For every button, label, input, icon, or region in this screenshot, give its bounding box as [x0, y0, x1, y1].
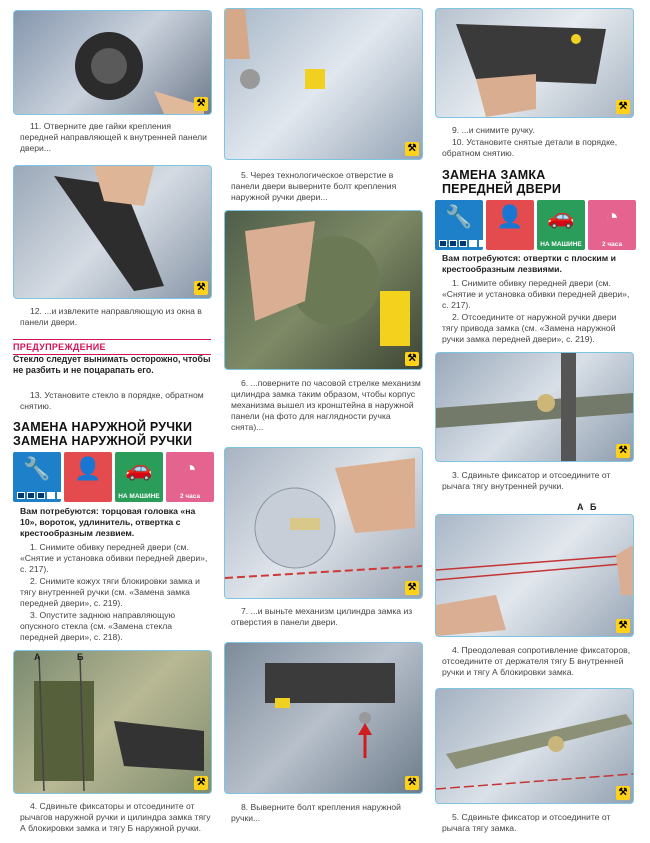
label-b: Б	[77, 652, 84, 662]
wrench-badge-icon: ⚒	[194, 97, 208, 111]
caption-step-3-right: 3. Сдвиньте фиксатор и отсоедините от рычага тягу внутренней ручки.	[442, 470, 611, 491]
photo-step-8	[224, 642, 423, 794]
caption-step-8: 8. Выверните болт крепления наружной ручки...	[231, 802, 401, 823]
step-2: 2. Снимите кожух тяги блокировки замка и тягу внутренней ручки (см. «Замена замка передней двери», с. 219).	[20, 576, 200, 608]
wrench-badge-icon: ⚒	[194, 281, 208, 295]
label-b: Б	[590, 502, 597, 512]
caption-step-5-right: 5. Сдвиньте фиксатор и отсоедините от рычага тягу замка.	[442, 812, 611, 833]
step-3: 3. Опустите заднюю направляющую опускного стекла (см. «Замена стекла передней двери», с. 218).	[20, 610, 176, 642]
time-icon: ◔ 2 часа	[166, 452, 214, 502]
section-heading-handle-line2: ЗАМЕНА НАРУЖНОЙ РУЧКИ	[13, 434, 193, 448]
wrench-badge-icon: ⚒	[405, 352, 419, 366]
photo-step-11	[13, 10, 212, 115]
step-1: 1. Снимите обивку передней двери (см. «Снятие и установка обивки передней двери», с. 217).	[20, 542, 208, 574]
caption-step-6: 6. ...поверните по часовой стрелке механизм цилиндра замка таким образом, чтобы корпус механизма вышел из кронштейна в наружной панели (на фото для наглядности ручка снята)...	[231, 378, 421, 432]
car-icon: 🚗	[547, 204, 575, 229]
tools-required: Вам потребуются: отвертки с плоским и крестообразным лезвиями.	[442, 253, 616, 274]
wrench-badge-icon: ⚒	[616, 100, 630, 114]
step-2: 2. Отсоедините от наружной ручки двери тягу привода замка (см. «Замена наружной ручки замка передней двери», с. 219).	[442, 312, 617, 344]
section-heading-lock-line1: ЗАМЕНА ЗАМКА	[442, 168, 546, 182]
caption-step-4-right: 4. Преодолевая сопротивление фиксаторов, отсоедините от держателя тягу Б внутренней ручки и тягу А блокировки замка.	[442, 645, 631, 677]
person-icon: 👤	[74, 456, 102, 481]
caption-step-13: 13. Установите стекло в порядке, обратном снятию.	[20, 390, 204, 411]
photo-step-6	[224, 210, 423, 370]
label-a: А	[34, 652, 41, 662]
caption-step-11: 11. Отверните две гайки крепления передней направляющей к внутренней панели двери...	[20, 121, 207, 153]
wrench-badge-icon: ⚒	[194, 776, 208, 790]
persons-icon	[486, 200, 534, 250]
caption-step-4-left: 4. Сдвиньте фиксаторы и отсоедините от рычагов наружной ручки и цилиндра замка тягу А блокировки замка и тягу Б наружной ручки.	[20, 801, 211, 833]
wrench-badge-icon: ⚒	[616, 619, 630, 633]
wrench-badge-icon: ⚒	[405, 581, 419, 595]
caption-step-5: 5. Через технологическое отверстие в панели двери выверните болт крепления наружной ручки двери...	[231, 170, 397, 202]
section-heading-lock-line2: ПЕРЕДНЕЙ ДВЕРИ	[442, 182, 562, 196]
steps-list	[442, 278, 634, 346]
wrench-icon: 🔧	[445, 204, 473, 229]
difficulty-icon	[13, 452, 61, 502]
warning-text: Стекло следует вынимать осторожно, чтобы не разбить и не поцарапать его.	[13, 354, 211, 375]
wrench-badge-icon: ⚒	[405, 776, 419, 790]
photo-step-3-right	[435, 352, 634, 462]
photo-step-7	[224, 447, 423, 599]
time-icon: ◔ 2 часа	[588, 200, 636, 250]
section-heading-handle-line1: ЗАМЕНА НАРУЖНОЙ РУЧКИ	[13, 420, 193, 434]
photo-step-12	[13, 165, 212, 299]
car-icon: 🚗	[125, 456, 153, 481]
photo-step-5-right	[435, 688, 634, 804]
steps-list	[20, 542, 212, 644]
wrench-badge-icon: ⚒	[405, 142, 419, 156]
caption-step-9-10	[442, 125, 632, 160]
photo-step-5	[224, 8, 423, 160]
caption-step-10: 10. Установите снятые детали в порядке, обратном снятию.	[442, 137, 618, 158]
caption-step-12: 12. ...и извлеките направляющую из окна в панели двери.	[20, 306, 202, 327]
location-icon: 🚗 НА МАШИНЕ	[537, 200, 585, 250]
person-icon: 👤	[496, 204, 524, 229]
location-icon: 🚗 НА МАШИНЕ	[115, 452, 163, 502]
wrench-badge-icon: ⚒	[616, 786, 630, 800]
caption-step-9: 9. ...и снимите ручку.	[452, 125, 535, 135]
photo-step-4-left	[13, 650, 212, 794]
label-a: А	[577, 502, 584, 512]
step-1: 1. Снимите обивку передней двери (см. «Снятие и установка обивки передней двери», с. 217).	[442, 278, 630, 310]
wrench-icon: 🔧	[23, 456, 51, 481]
tools-required: Вам потребуются: торцовая головка «на 10», вороток, удлинитель, отвертка с крестообразным лезвием.	[20, 506, 196, 538]
difficulty-icon	[435, 200, 483, 250]
clock-icon: ◔	[605, 204, 619, 229]
clock-icon: ◔	[183, 456, 197, 481]
icon-row	[435, 200, 636, 250]
warning-title: ПРЕДУПРЕЖДЕНИЕ	[13, 339, 211, 355]
photo-step-9	[435, 8, 634, 118]
photo-step-4-right	[435, 514, 634, 637]
persons-icon	[64, 452, 112, 502]
caption-step-7: 7. ...и выньте механизм цилиндра замка из отверстия в панели двери.	[231, 606, 413, 627]
icon-row	[13, 452, 214, 502]
wrench-badge-icon: ⚒	[616, 444, 630, 458]
